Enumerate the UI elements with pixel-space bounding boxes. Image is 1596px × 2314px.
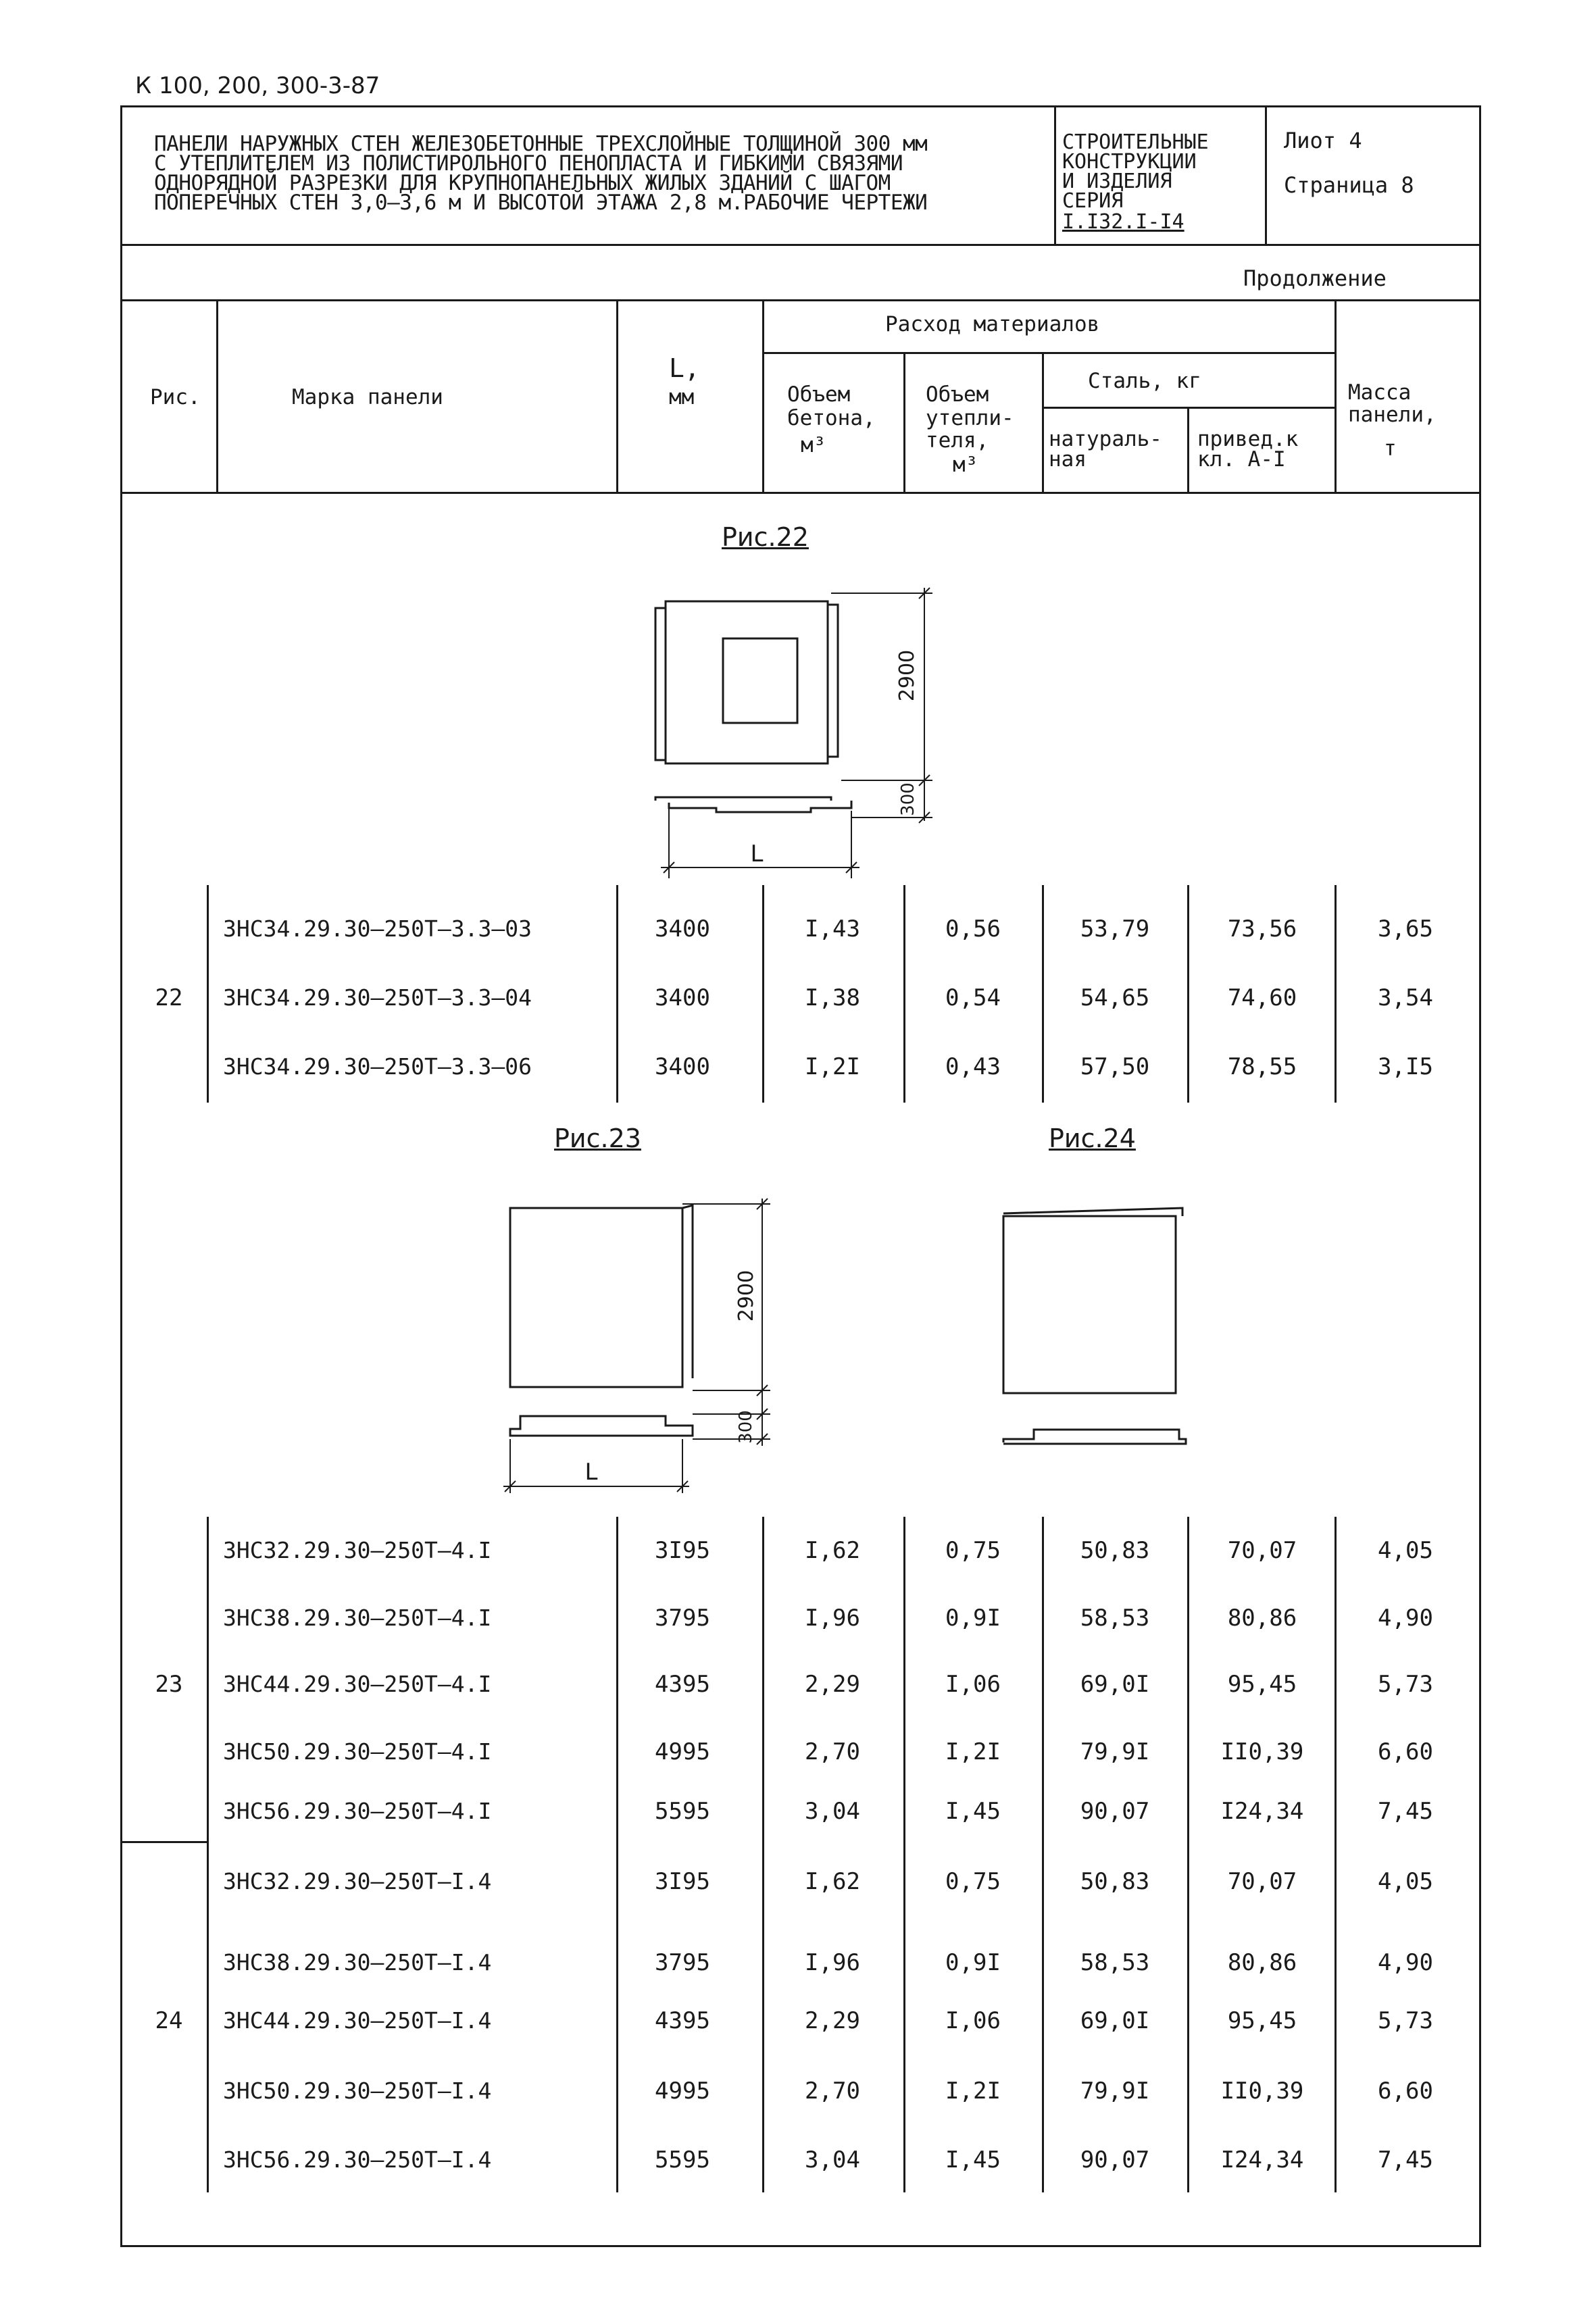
title-line-1: ПАНЕЛИ НАРУЖНЫХ СТЕН ЖЕЛЕЗОБЕТОННЫЕ ТРЕХСЛОЙНЫЕ ТОЛЩИНОЙ 300 мм <box>154 132 928 156</box>
cell-steel-red: 80,86 <box>1227 1605 1297 1632</box>
cell-insulation: 0,9I <box>945 1949 1001 1976</box>
header-mass-2: панели, <box>1348 403 1437 427</box>
sheet-label: Лиот 4 <box>1284 128 1362 153</box>
cell-l: 4995 <box>655 1738 710 1765</box>
cell-concrete: I,62 <box>805 1537 860 1564</box>
cell-steel-red: 74,60 <box>1227 984 1297 1011</box>
cell-steel-red: II0,39 <box>1220 2078 1304 2105</box>
cell-concrete: I,43 <box>805 915 860 942</box>
cell-mark: 3НС56.29.30–250Т–I.4 <box>223 2146 492 2173</box>
cell-mass: 5,73 <box>1378 2007 1433 2034</box>
cell-steel-red: 70,07 <box>1227 1868 1297 1895</box>
cell-mass: 7,45 <box>1378 2146 1433 2173</box>
fig23-drawing <box>500 1176 784 1500</box>
cell-steel-nat: 57,50 <box>1080 1053 1150 1080</box>
cell-mark: 3НС56.29.30–250Т–4.I <box>223 1798 492 1824</box>
header-steel-nat-1: натураль- <box>1049 427 1162 451</box>
cell-mass: 3,I5 <box>1378 1053 1433 1080</box>
header-insulation-1: Объем <box>926 382 989 407</box>
cell-mass: 4,90 <box>1378 1949 1433 1976</box>
document-code: К 100, 200, 300-3-87 <box>135 72 380 99</box>
cell-mark: 3НС32.29.30–250Т–I.4 <box>223 1868 492 1894</box>
cell-steel-red: I24,34 <box>1220 2146 1304 2173</box>
fig22-dim-thickness: 300 <box>898 782 918 816</box>
cell-concrete: I,38 <box>805 984 860 1011</box>
cell-steel-nat: 69,0I <box>1080 2007 1150 2034</box>
header-length: L, <box>669 353 700 383</box>
header-steel-nat-2: ная <box>1049 447 1087 472</box>
cell-steel-red: I24,34 <box>1220 1798 1304 1825</box>
cell-mass: 5,73 <box>1378 1671 1433 1698</box>
cell-concrete: 3,04 <box>805 2146 860 2173</box>
cell-insulation: I,45 <box>945 1798 1001 1825</box>
cell-mark: 3НС44.29.30–250Т–4.I <box>223 1671 492 1697</box>
cell-steel-nat: 69,0I <box>1080 1671 1150 1698</box>
fig-number: 24 <box>155 2007 183 2034</box>
header-steel: Сталь, кг <box>1088 369 1201 393</box>
cell-insulation: 0,54 <box>945 984 1001 1011</box>
fig23-dim-height: 2900 <box>734 1269 758 1322</box>
cell-steel-nat: 90,07 <box>1080 2146 1150 2173</box>
header-steel-red-2: кл. А-I <box>1197 447 1286 472</box>
cell-steel-red: 73,56 <box>1227 915 1297 942</box>
cell-steel-red: 80,86 <box>1227 1949 1297 1976</box>
fig23-dim-length: L <box>584 1459 598 1486</box>
series-line-3: И ИЗДЕЛИЯ <box>1062 170 1172 193</box>
cell-concrete: I,2I <box>805 1053 860 1080</box>
cell-insulation: I,06 <box>945 1671 1001 1698</box>
fig24-title: Рис.24 <box>1049 1124 1136 1153</box>
cell-mark: 3НС50.29.30–250Т–4.I <box>223 1738 492 1765</box>
cell-l: 4995 <box>655 2078 710 2105</box>
cell-insulation: 0,9I <box>945 1605 1001 1632</box>
header-concrete-1: Объем <box>787 382 851 407</box>
cell-steel-nat: 79,9I <box>1080 2078 1150 2105</box>
cell-steel-red: 70,07 <box>1227 1537 1297 1564</box>
cell-mark: 3НС38.29.30–250Т–4.I <box>223 1605 492 1631</box>
cell-concrete: 2,29 <box>805 1671 860 1698</box>
cell-concrete: 3,04 <box>805 1798 860 1825</box>
cell-mark: 3НС34.29.30–250Т–3.3–04 <box>223 984 532 1011</box>
fig23-title: Рис.23 <box>554 1124 641 1153</box>
page-label: Страница 8 <box>1284 172 1414 198</box>
cell-steel-red: 95,45 <box>1227 1671 1297 1698</box>
cell-concrete: 2,70 <box>805 2078 860 2105</box>
cell-mass: 4,90 <box>1378 1605 1433 1632</box>
cell-mark: 3НС34.29.30–250Т–3.3–03 <box>223 915 532 942</box>
cell-mark: 3НС50.29.30–250Т–I.4 <box>223 2078 492 2104</box>
cell-insulation: I,2I <box>945 2078 1001 2105</box>
fig24-drawing <box>993 1189 1196 1459</box>
header-steel-red-1: привед.к <box>1197 427 1299 451</box>
cell-steel-nat: 58,53 <box>1080 1949 1150 1976</box>
cell-mark: 3НС32.29.30–250Т–4.I <box>223 1537 492 1563</box>
fig22-dim-length: L <box>750 840 764 867</box>
title-line-2: С УТЕПЛИТЕЛЕМ ИЗ ПОЛИСТИРОЛЬНОГО ПЕНОПЛАСТА И ГИБКИМИ СВЯЗЯМИ <box>154 151 903 176</box>
cell-mass: 3,65 <box>1378 915 1433 942</box>
cell-mark: 3НС38.29.30–250Т–I.4 <box>223 1949 492 1976</box>
cell-insulation: 0,75 <box>945 1537 1001 1564</box>
cell-concrete: I,96 <box>805 1605 860 1632</box>
cell-l: 4395 <box>655 1671 710 1698</box>
header-mass-1: Масса <box>1348 380 1412 405</box>
cell-insulation: 0,75 <box>945 1868 1001 1895</box>
header-concrete-3: м³ <box>801 433 826 457</box>
cell-l: 3795 <box>655 1949 710 1976</box>
cell-insulation: 0,56 <box>945 915 1001 942</box>
header-consumption: Расход материалов <box>885 312 1100 336</box>
series-number: I.I32.I-I4 <box>1062 210 1184 234</box>
header-concrete-2: бетона, <box>787 406 876 430</box>
cell-l: 3795 <box>655 1605 710 1632</box>
fig23-dim-thickness: 300 <box>736 1410 756 1444</box>
cell-concrete: I,62 <box>805 1868 860 1895</box>
cell-l: 3I95 <box>655 1868 710 1895</box>
cell-concrete: I,96 <box>805 1949 860 1976</box>
cell-mass: 4,05 <box>1378 1868 1433 1895</box>
cell-steel-nat: 90,07 <box>1080 1798 1150 1825</box>
series-line-4: СЕРИЯ <box>1062 189 1124 213</box>
header-insulation-4: м³ <box>953 453 978 477</box>
header-insulation-2: утепли- <box>926 406 1014 430</box>
cell-concrete: 2,70 <box>805 1738 860 1765</box>
cell-mass: 6,60 <box>1378 1738 1433 1765</box>
cell-l: 5595 <box>655 1798 710 1825</box>
fig22-title: Рис.22 <box>722 522 809 552</box>
cell-mass: 4,05 <box>1378 1537 1433 1564</box>
cell-steel-nat: 54,65 <box>1080 984 1150 1011</box>
cell-l: 3I95 <box>655 1537 710 1564</box>
cell-insulation: 0,43 <box>945 1053 1001 1080</box>
cell-insulation: I,45 <box>945 2146 1001 2173</box>
fig-number: 23 <box>155 1671 183 1698</box>
cell-mark: 3НС34.29.30–250Т–3.3–06 <box>223 1053 532 1080</box>
header-mass-3: т <box>1384 436 1397 461</box>
cell-steel-red: II0,39 <box>1220 1738 1304 1765</box>
cell-mark: 3НС44.29.30–250Т–I.4 <box>223 2007 492 2034</box>
cell-steel-nat: 79,9I <box>1080 1738 1150 1765</box>
cell-steel-nat: 58,53 <box>1080 1605 1150 1632</box>
header-mark: Марка панели <box>292 385 443 409</box>
header-length-unit: мм <box>669 385 695 409</box>
cell-mass: 6,60 <box>1378 2078 1433 2105</box>
header-fig: Рис. <box>150 385 201 409</box>
cell-concrete: 2,29 <box>805 2007 860 2034</box>
cell-steel-red: 95,45 <box>1227 2007 1297 2034</box>
continuation-label: Продолжение <box>1243 266 1387 291</box>
title-line-3: ОДНОРЯДНОЙ РАЗРЕЗКИ ДЛЯ КРУПНОПАНЕЛЬНЫХ ЖИЛЫХ ЗДАНИЙ С ШАГОМ <box>154 171 891 195</box>
cell-l: 3400 <box>655 984 710 1011</box>
cell-steel-red: 78,55 <box>1227 1053 1297 1080</box>
cell-l: 3400 <box>655 915 710 942</box>
header-insulation-3: теля, <box>926 428 989 453</box>
cell-mass: 7,45 <box>1378 1798 1433 1825</box>
cell-mass: 3,54 <box>1378 984 1433 1011</box>
cell-insulation: I,2I <box>945 1738 1001 1765</box>
cell-l: 5595 <box>655 2146 710 2173</box>
fig-number: 22 <box>155 984 183 1011</box>
cell-insulation: I,06 <box>945 2007 1001 2034</box>
title-line-4: ПОПЕРЕЧНЫХ СТЕН 3,0–3,6 м И ВЫСОТОЙ ЭТАЖА 2,8 м.РАБОЧИЕ ЧЕРТЕЖИ <box>154 191 928 215</box>
cell-l: 4395 <box>655 2007 710 2034</box>
fig22-dim-height: 2900 <box>895 649 919 702</box>
series-line-1: СТРОИТЕЛЬНЫЕ <box>1062 130 1209 154</box>
fig22-drawing <box>649 568 959 878</box>
cell-steel-nat: 50,83 <box>1080 1868 1150 1895</box>
series-line-2: КОНСТРУКЦИИ <box>1062 150 1197 174</box>
cell-l: 3400 <box>655 1053 710 1080</box>
cell-steel-nat: 53,79 <box>1080 915 1150 942</box>
cell-steel-nat: 50,83 <box>1080 1537 1150 1564</box>
